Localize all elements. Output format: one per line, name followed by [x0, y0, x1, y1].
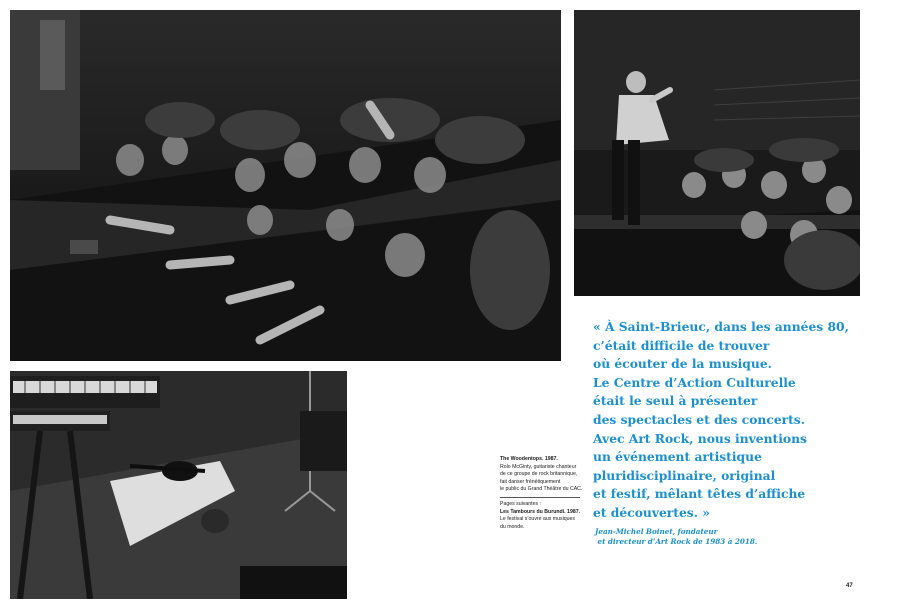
photo-caption: [500, 456, 592, 531]
photo-crowd-at-stage: [10, 10, 561, 361]
quote-line: pluridisciplinaire, original: [593, 467, 776, 483]
caption-line: le public du Grand Théâtre du CAC.: [500, 486, 583, 493]
attribution-line: Jean-Michel Boinet, fondateur: [595, 527, 718, 536]
caption-next-line: du monde.: [500, 523, 525, 530]
quote-line: « À Saint-Brieuc, dans les années 80,: [593, 319, 849, 334]
photo-singer-on-stage: [574, 10, 860, 296]
attribution-line: et directeur d’Art Rock de 1983 à 2018.: [595, 537, 758, 546]
photo-guitarist-image: [10, 371, 347, 599]
quote-line: et festif, mêlant têtes d’affiche: [593, 486, 806, 502]
caption-next-line: Le festival s’ouvre aux musiques: [500, 516, 575, 523]
quote-line: où écouter de la musique.: [593, 356, 772, 372]
caption-line: Rolo McGinty, guitariste chanteur: [500, 463, 577, 470]
quote-line: était le seul à présenter: [593, 393, 758, 409]
quote-attribution: [595, 527, 795, 547]
caption-divider: [500, 497, 580, 498]
caption-line: de ce groupe de rock britannique,: [500, 471, 578, 478]
caption-title: The Woodentops. 1987.: [500, 456, 558, 462]
photo-singer-image: [574, 10, 860, 296]
quote-line: c’était difficile de trouver: [593, 337, 770, 353]
photo-crowd-image: [10, 10, 561, 361]
photo-guitarist-on-floor: [10, 371, 347, 599]
caption-next-label: Pages suivantes :: [500, 500, 541, 507]
pull-quote: [593, 318, 883, 523]
caption-line: fait danser frénétiquement: [500, 478, 561, 485]
quote-line: Avec Art Rock, nous inventions: [593, 430, 807, 446]
quote-line: et découvertes. »: [593, 504, 710, 520]
quote-line: un événement artistique: [593, 449, 762, 465]
page-number: 47: [846, 583, 853, 589]
quote-line: des spectacles et des concerts.: [593, 411, 806, 427]
quote-line: Le Centre d’Action Culturelle: [593, 374, 796, 390]
caption-next-title: Les Tambours du Burundi. 1987.: [500, 508, 581, 515]
